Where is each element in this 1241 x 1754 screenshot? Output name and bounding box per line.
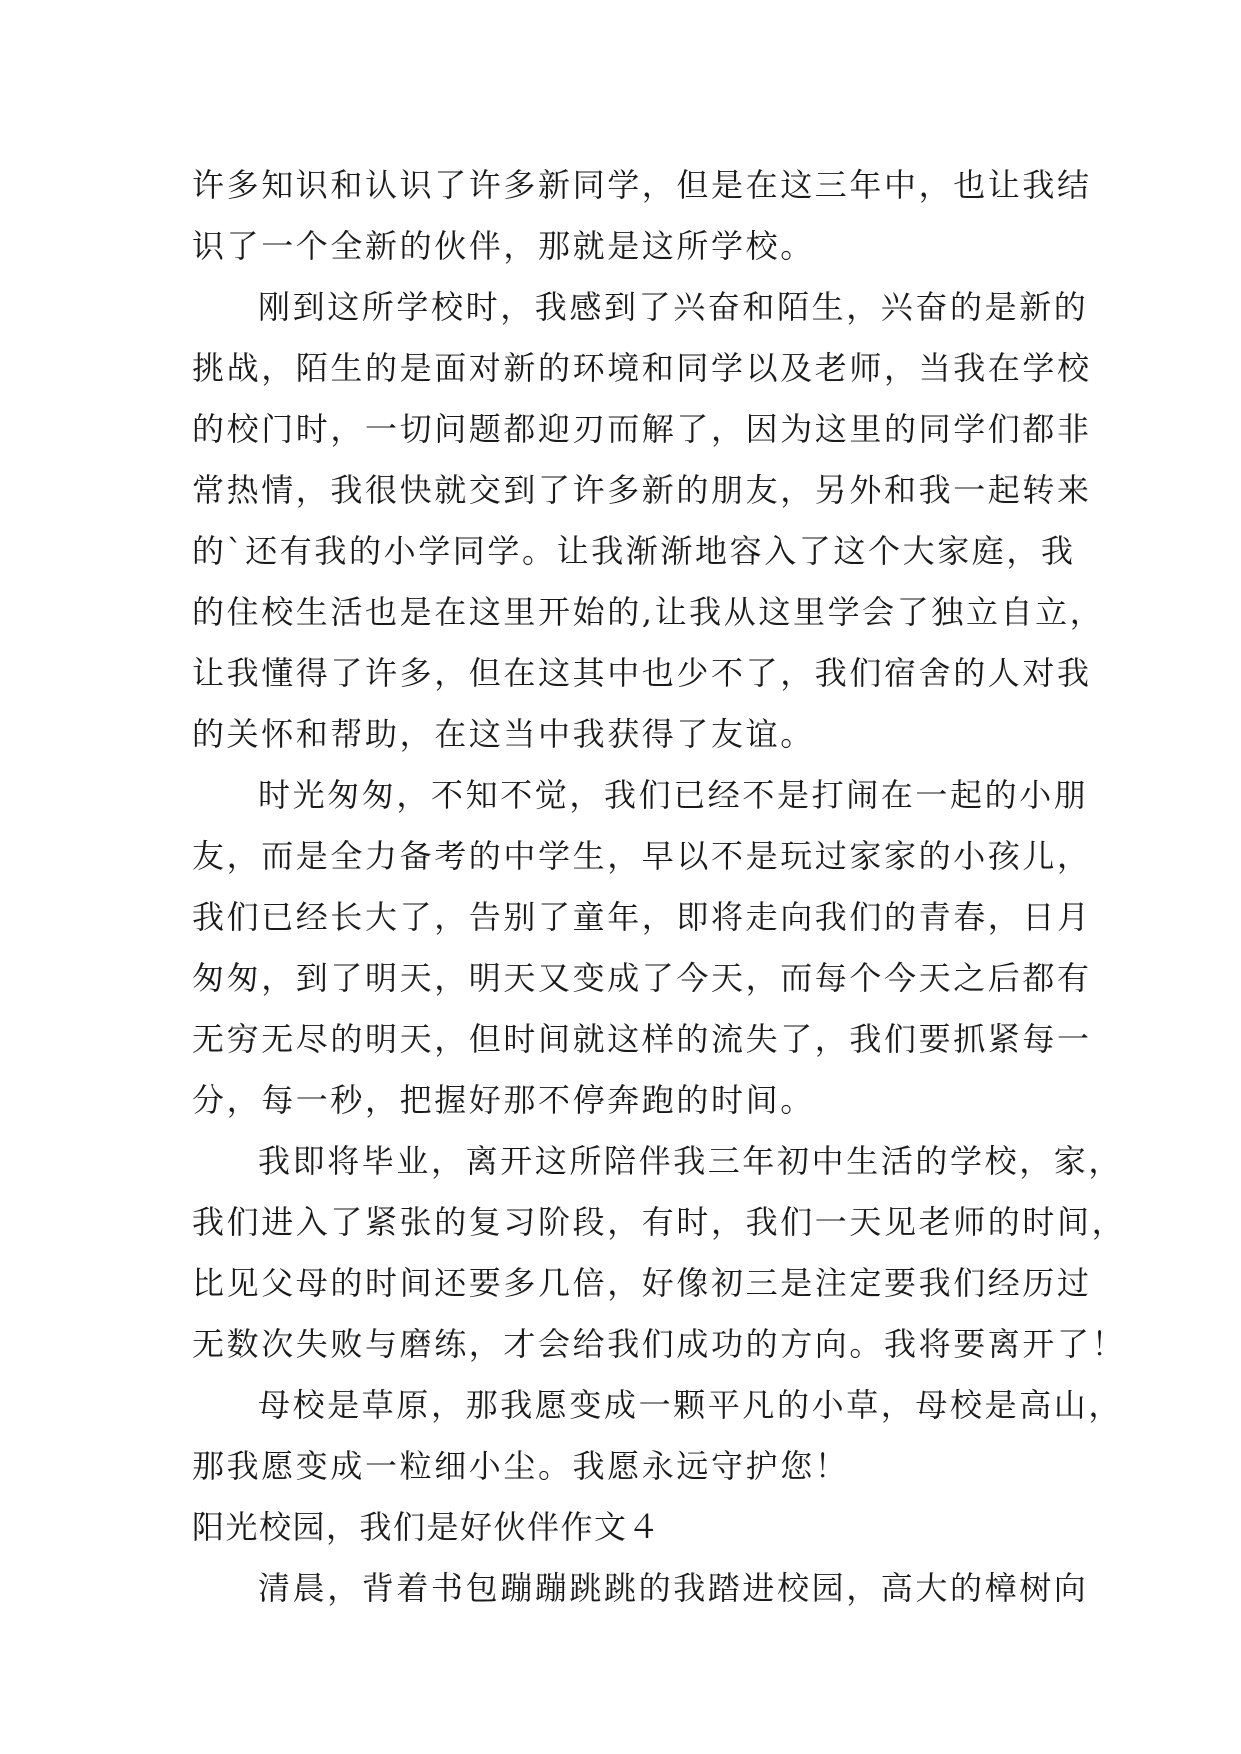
paragraph-start-line: 母校是草原，那我愿变成一颗平凡的小草，母校是高山， xyxy=(258,1386,1124,1424)
paragraph-start-line: 刚到这所学校时，我感到了兴奋和陌生，兴奋的是新的 xyxy=(258,288,1089,326)
text-line: 那我愿变成一粒细小尘。我愿永远守护您！ xyxy=(192,1447,850,1485)
paragraph-start-line: 我即将毕业，离开这所陪伴我三年初中生活的学校，家， xyxy=(258,1142,1124,1180)
text-line: 常热情，我很快就交到了许多新的朋友，另外和我一起转来 xyxy=(192,471,1092,509)
paragraph-start-line: 时光匆匆，不知不觉，我们已经不是打闹在一起的小朋 xyxy=(258,776,1089,814)
text-line: 的`还有我的小学同学。让我渐渐地容入了这个大家庭，我 xyxy=(192,532,1076,570)
text-line: 匆匆，到了明天，明天又变成了今天，而每个今天之后都有 xyxy=(192,959,1092,997)
text-line: 分，每一秒，把握好那不停奔跑的时间。 xyxy=(192,1081,815,1119)
text-line: 我们进入了紧张的复习阶段，有时，我们一天见老师的时间， xyxy=(192,1203,1127,1241)
text-line: 无数次失败与磨练，才会给我们成功的方向。我将要离开了！ xyxy=(192,1325,1127,1363)
text-line: 比见父母的时间还要多几倍，好像初三是注定要我们经历过 xyxy=(192,1264,1092,1302)
text-line: 的住校生活也是在这里开始的,让我从这里学会了独立自立， xyxy=(192,593,1105,631)
text-line: 让我懂得了许多，但在这其中也少不了，我们宿舍的人对我 xyxy=(192,654,1092,692)
text-line: 识了一个全新的伙伴，那就是这所学校。 xyxy=(192,227,815,265)
text-line: 友，而是全力备考的中学生，早以不是玩过家家的小孩儿， xyxy=(192,837,1092,875)
document-page xyxy=(192,155,1127,1619)
text-line: 的校门时，一切问题都迎刃而解了，因为这里的同学们都非 xyxy=(192,410,1092,448)
text-line: 我们已经长大了，告别了童年，即将走向我们的青春，日月 xyxy=(192,898,1092,936)
text-line: 许多知识和认识了许多新同学，但是在这三年中，也让我结 xyxy=(192,166,1092,204)
paragraph-start-line: 清晨，背着书包蹦蹦跳跳的我踏进校园，高大的樟树向 xyxy=(258,1569,1089,1607)
text-line: 无穷无尽的明天，但时间就这样的流失了，我们要抓紧每一 xyxy=(192,1020,1092,1058)
text-line: 的关怀和帮助，在这当中我获得了友谊。 xyxy=(192,715,815,753)
essay-title: 阳光校园，我们是好伙伴作文４ xyxy=(192,1508,662,1546)
text-line: 挑战，陌生的是面对新的环境和同学以及老师，当我在学校 xyxy=(192,349,1092,387)
